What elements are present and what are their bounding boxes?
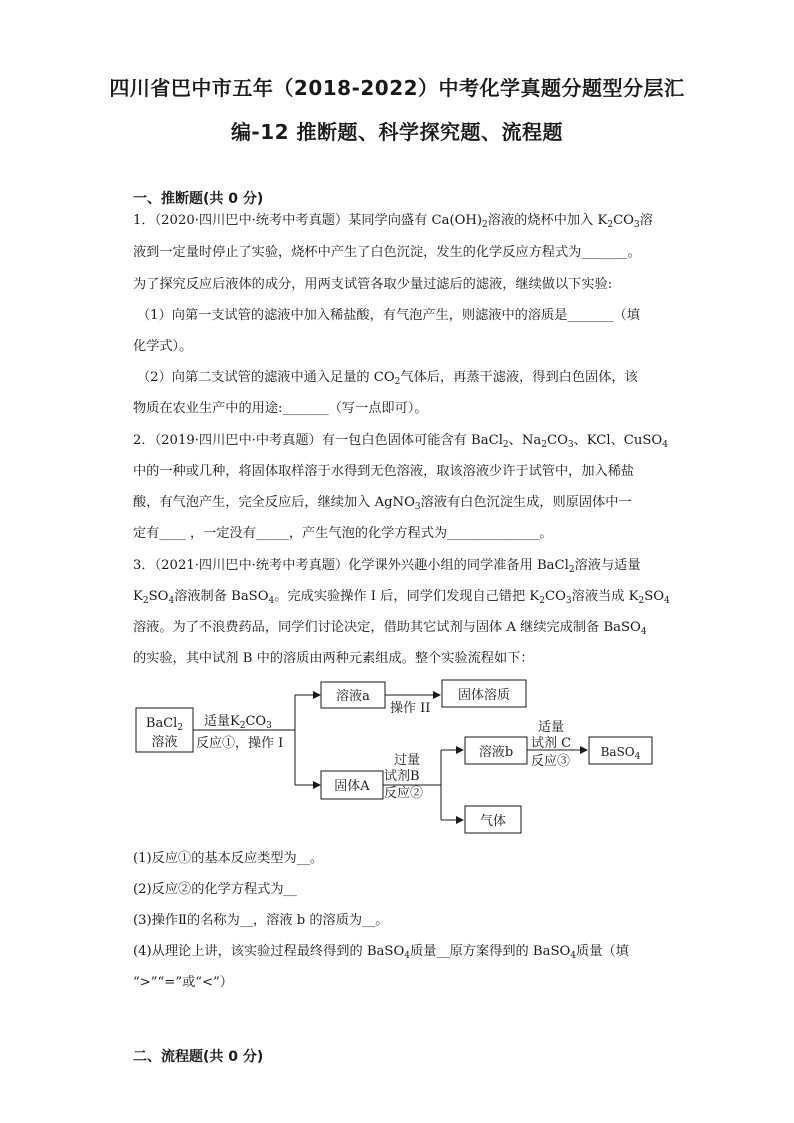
arrow-1-operation-label: 反应①，操作 I bbox=[196, 736, 284, 751]
arrow-3-amount-label: 适量 bbox=[538, 720, 565, 735]
baso4-product-label: BaSO$_4$ bbox=[600, 745, 641, 762]
arrow-2-reaction-label: 反应② bbox=[384, 786, 424, 801]
arrow-1-reagent-label: 适量$K_2CO_3$ bbox=[204, 714, 272, 731]
solid-a-label: 固体A bbox=[334, 779, 370, 794]
q3-subquestion-4: (4)从理论上讲，该实验过程最终得到的 BaSO$_4$质量__原方案得到的 BaSO$_4$质量（填 bbox=[133, 944, 629, 961]
q1-line-4: （1）向第一支试管的滤液中加入稀盐酸，有气泡产生，则滤液中的溶质是_______（填 bbox=[137, 308, 640, 323]
experiment-flowchart bbox=[120, 670, 700, 840]
q1-line-7: 物质在农业生产中的用途:_______（写一点即可）。 bbox=[133, 401, 428, 416]
document-title-line-1: 四川省巴中市五年（2018-2022）中考化学真题分题型分层汇 bbox=[109, 76, 685, 100]
q3-subquestion-4-cont: “>”“=”或“<”） bbox=[133, 975, 233, 990]
q2-line-4: 定有____ ，一定没有_____，产生气泡的化学方程式为______________。 bbox=[133, 526, 553, 541]
arrow-3-reagent-label: 试剂 C bbox=[531, 736, 572, 751]
q3-subquestion-2: (2)反应②的化学方程式为__ bbox=[133, 882, 297, 897]
operation-2-label: 操作 II bbox=[390, 701, 431, 716]
section-heading-flow: 二、流程题(共 0 分) bbox=[133, 1049, 264, 1065]
arrow-3-reaction-label: 反应③ bbox=[531, 754, 571, 769]
arrow-2-reagent-label: 试剂B bbox=[384, 769, 420, 784]
q2-line-2: 中的一种或几种，将固体取样溶于水得到无色溶液，取该溶液少许于试管中，加入稀盐 bbox=[133, 464, 635, 479]
section-heading-inference: 一、推断题(共 0 分) bbox=[133, 191, 264, 207]
bacl2-solution-label: 溶液 bbox=[151, 735, 178, 750]
q3-line-2: $K_2SO_4$溶液制备 BaSO$_4$。完成实验操作 I 后，同学们发现自己错把 $K_2CO_3$溶液当成 $K_2SO_4$ bbox=[133, 589, 670, 606]
q2-line-1: 2．（2019·四川巴中·中考真题）有一包白色固体可能含有 BaCl$_2$、$Na_2CO_3$、KCl、CuSO$_4$ bbox=[133, 433, 668, 450]
arrow-2-excess-label: 过量 bbox=[394, 753, 421, 768]
q1-line-1: 1．（2020·四川巴中·统考中考真题）某同学向盛有 $Ca(OH)_2$溶液的烧杯中加入 $K_2CO_3$溶 bbox=[133, 213, 653, 230]
gas-label: 气体 bbox=[479, 814, 507, 829]
q2-line-3: 酸，有气泡产生，完全反应后，继续加入 AgNO$_3$溶液有白色沉淀生成，则原固体中一 bbox=[133, 495, 632, 512]
solution-b-label: 溶液b bbox=[478, 745, 514, 760]
solution-a-label: 溶液a bbox=[336, 689, 370, 704]
q1-line-2: 液到一定量时停止了实验，烧杯中产生了白色沉淀，发生的化学反应方程式为_______。 bbox=[133, 245, 641, 260]
q3-line-1: 3．（2021·四川巴中·统考中考真题）化学课外兴趣小组的同学准备用 BaCl$_2$溶液与适量 bbox=[133, 558, 641, 575]
q3-line-4: 的实验，其中试剂 B 中的溶质由两种元素组成。整个实验流程如下： bbox=[133, 651, 534, 666]
solid-solute-label: 固体溶质 bbox=[457, 688, 511, 703]
q1-line-6: （2）向第二支试管的滤液中通入足量的 $CO_2$气体后，再蒸干滤液，得到白色固体，该 bbox=[137, 370, 638, 387]
q1-line-3: 为了探究反应后液体的成分，用两支试管各取少量过滤后的滤液，继续做以下实验: bbox=[133, 277, 613, 292]
q3-subquestion-1: (1)反应①的基本反应类型为__。 bbox=[133, 851, 324, 866]
bacl2-label: BaCl$_2$ bbox=[145, 716, 184, 733]
q1-line-5: 化学式）。 bbox=[133, 339, 193, 354]
q3-subquestion-3: (3)操作Ⅱ的名称为__，溶液 b 的溶质为__。 bbox=[133, 913, 389, 928]
q3-line-3: 溶液。为了不浪费药品，同学们讨论决定，借助其它试剂与固体 A 继续完成制备 BaSO$_4$ bbox=[133, 620, 647, 637]
document-title-line-2: 编-12 推断题、科学探究题、流程题 bbox=[230, 120, 564, 144]
